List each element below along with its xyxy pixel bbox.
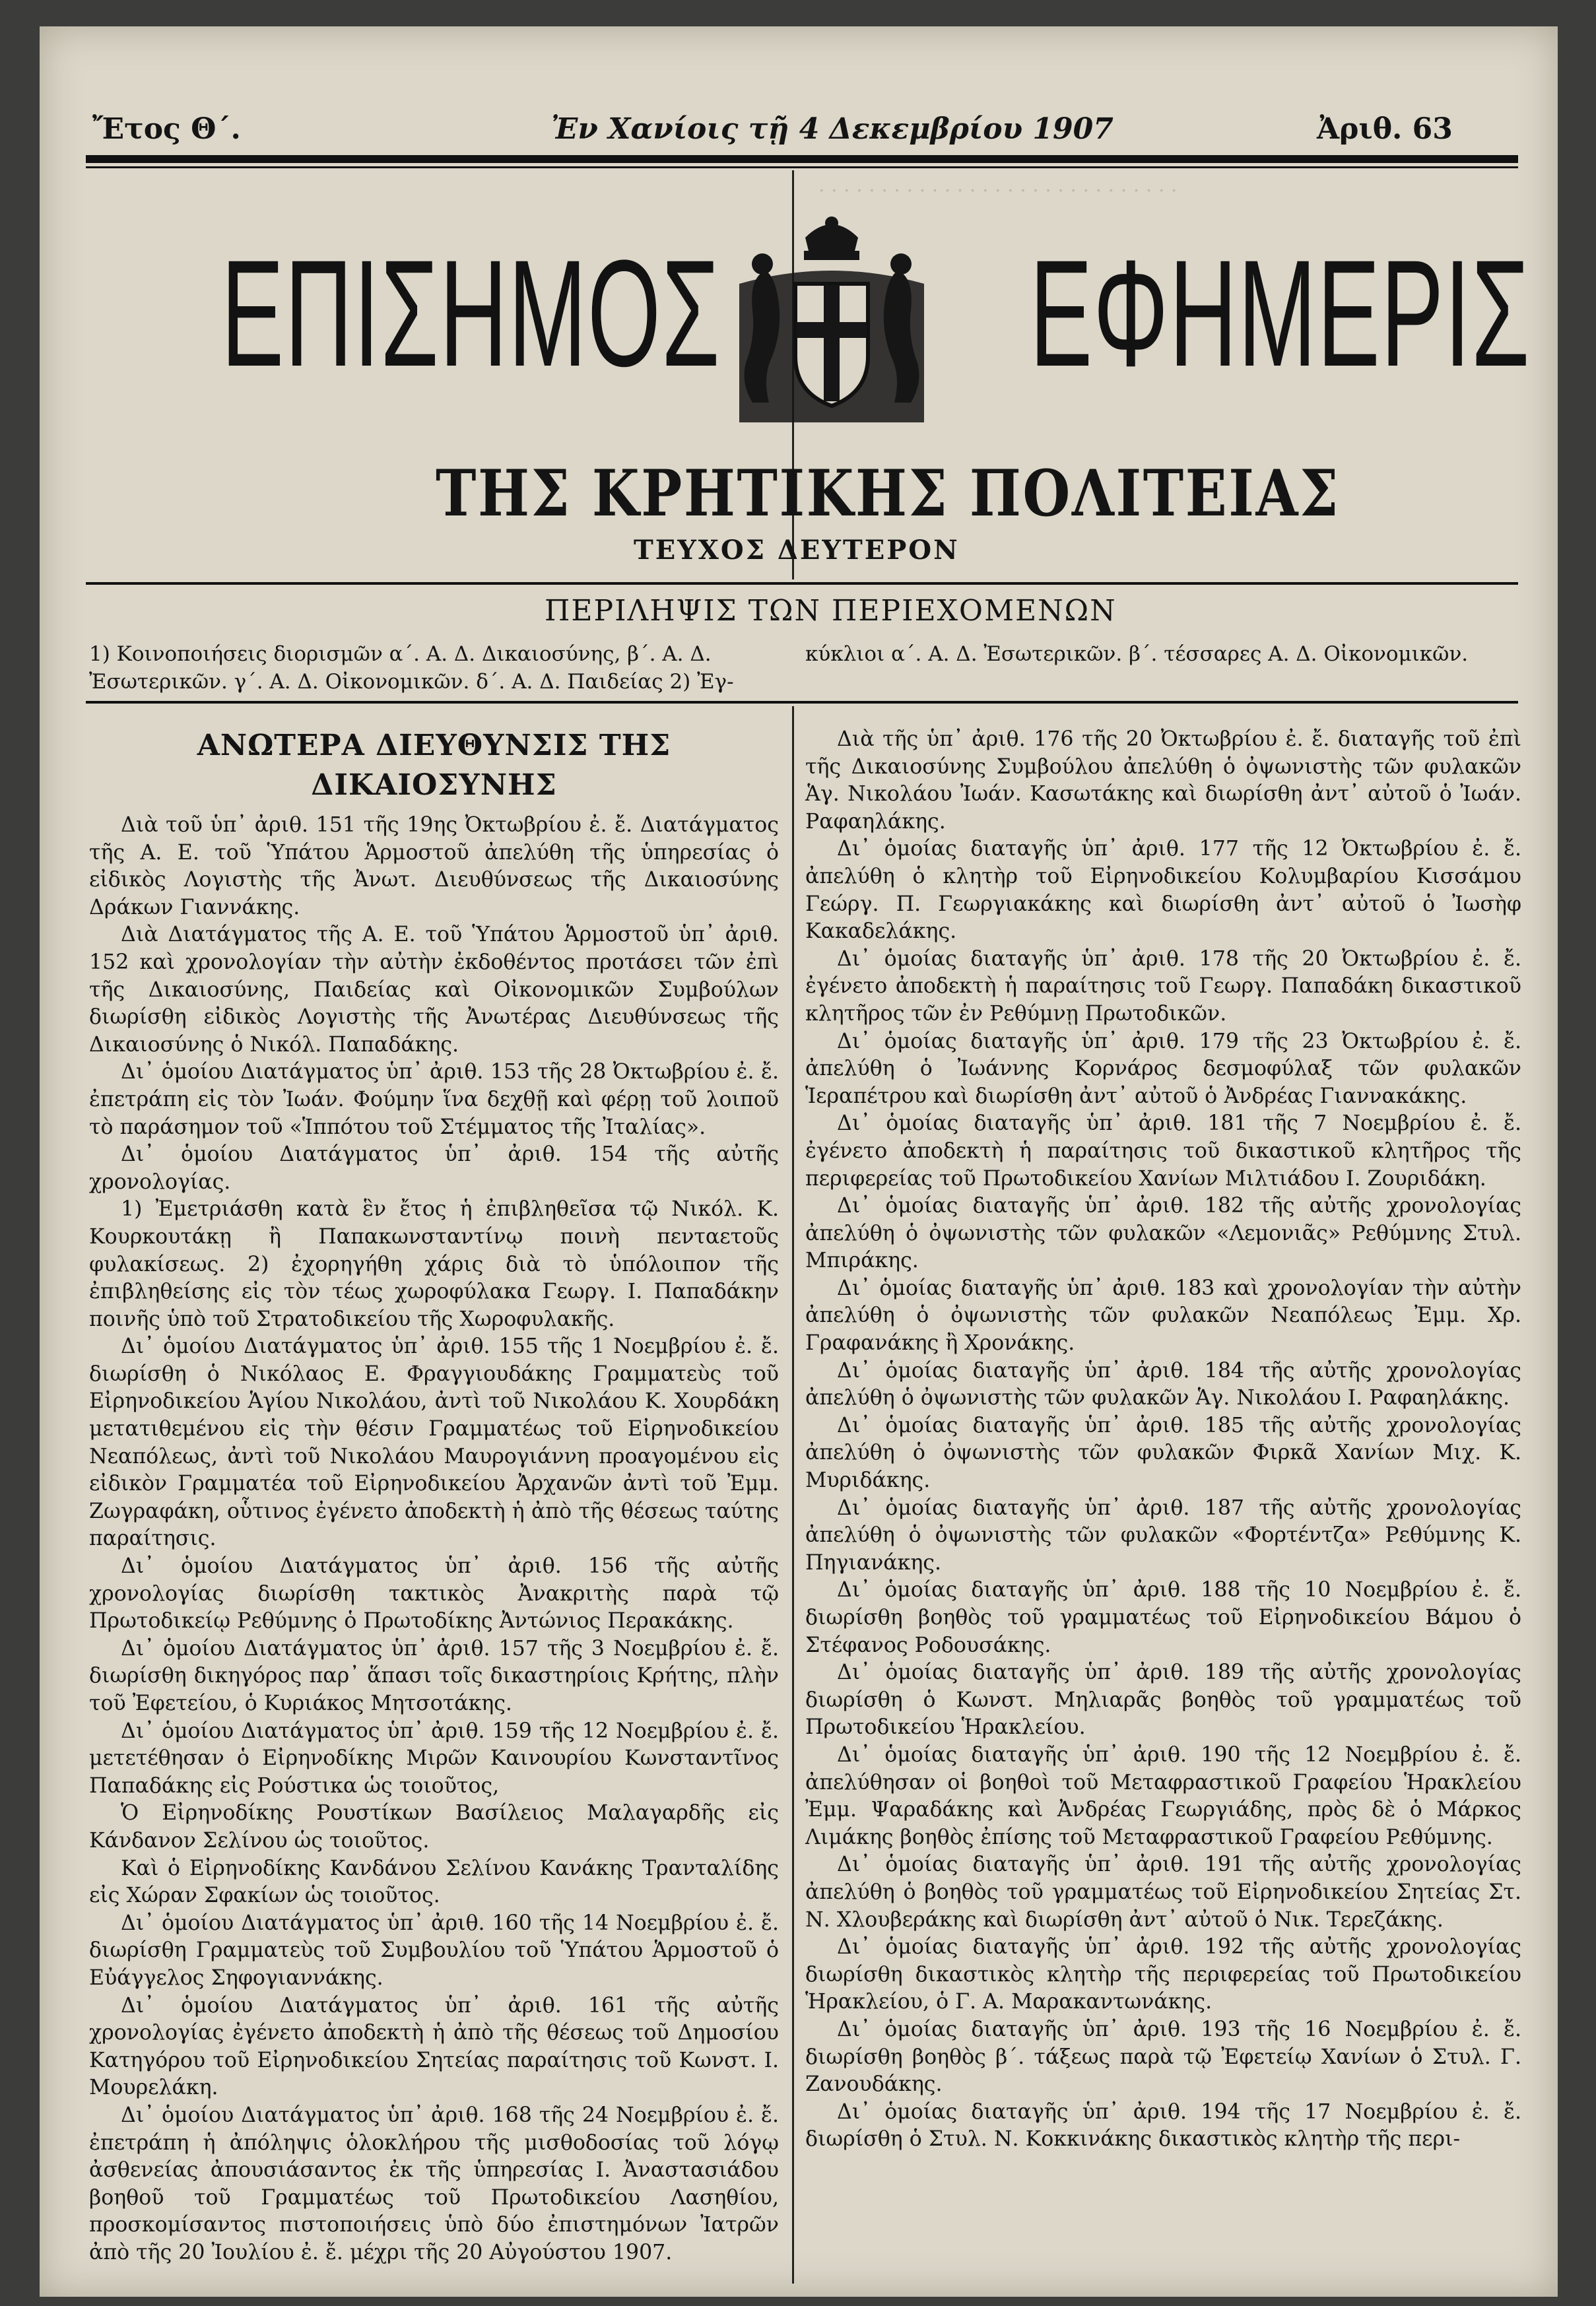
article-paragraph: Δι᾽ ὁμοίου Διατάγματος ὑπ᾽ ἀριθ. 155 τῆς 1 Νοεμβρίου ἐ. ἔ. διωρίσθη ὁ Νικόλαος Ε. Φραγγιουδάκης Γραμματεὺς τοῦ Εἰρηνοδικείου Ἁγίου Νικολάου, ἀντὶ τοῦ Νικολάου Κ. Χουρδάκη μετατιθεμένου εἰς τὴν θέσιν Γραμματέως τοῦ Εἰρηνοδικείου Νεαπόλεως, ἀντὶ τοῦ Νικολάου Μαυρογιάννη προαγομένου εἰς εἰδικὸν Γραμματέα τοῦ Εἰρηνοδικείου Ἀρχανῶν ἀντὶ τοῦ Ἐμμ. Ζωγραφάκη, οὗτινος ἐγένετο ἀποδεκτὴ ἡ ἀπὸ τῆς θέσεως ταύτης παραίτησις. <box>89 1334 779 1551</box>
right-column <box>805 726 1521 2154</box>
article-paragraph: Δι᾽ ὁμοίας διαταγῆς ὑπ᾽ ἀριθ. 192 τῆς αὐτῆς χρονολογίας διωρίσθη δικαστικὸς κλητὴρ τῆς περιφερείας τοῦ Πρωτοδικείου Ἡρακλείου, ὁ Γ. Α. Μαρακαντωνάκης. <box>805 1935 1521 2014</box>
article-paragraph: Δι᾽ ὁμοίας διαταγῆς ὑπ᾽ ἀριθ. 190 τῆς 12 Νοεμβρίου ἐ. ἔ. ἀπελύθησαν οἱ βοηθοὶ τοῦ Μεταφραστικοῦ Γραφείου Ἡρακλείου Ἐμμ. Ψαραδάκης καὶ Ἀνδρέας Γεωργιάδης, πρὸς δὲ ὁ Μάρκος Λιμάκης βοηθὸς ἐπίσης τοῦ Μεταφραστικοῦ Γραφείου Ρεθύμνης. <box>805 1742 1521 1849</box>
left-column <box>89 726 779 2266</box>
article-paragraph: Δι᾽ ὁμοίας διαταγῆς ὑπ᾽ ἀριθ. 182 τῆς αὐτῆς χρονολογίας ἀπελύθη ὁ ὀψωνιστὴς τῶν φυλακῶν «Λεμονιᾶς» Ρεθύμνης Στυλ. Μπιράκης. <box>805 1194 1521 1273</box>
article-paragraph: Δι᾽ ὁμοίας διαταγῆς ὑπ᾽ ἀριθ. 185 τῆς αὐτῆς χρονολογίας ἀπελύθη ὁ ὀψωνιστὴς τῶν φυλακῶν Φιρκᾶ Χανίων Μιχ. Κ. Μυριδάκης. <box>805 1413 1521 1493</box>
article-paragraph: 1) Ἐμετριάσθη κατὰ ἓν ἔτος ἡ ἐπιβληθεῖσα τῷ Νικόλ. Κ. Κουρκουτάκῃ ἢ Παπακωνσταντίνῳ ποινὴ πενταετοῦς φυλακίσεως. 2) ἐχορηγήθη χάρις διὰ τὸ ὑπόλοιπον τῆς ἐπιβληθείσης εἰς τὸν τέως χωροφύλακα Γεωργ. Ι. Παπαδάκην ποινῆς ὑπὸ τοῦ Στρατοδικείου τῆς Χωροφυλακῆς. <box>89 1197 779 1331</box>
article-paragraph: Διὰ τῆς ὑπ᾽ ἀριθ. 176 τῆς 20 Ὀκτωβρίου ἐ. ἔ. διαταγῆς τοῦ ἐπὶ τῆς Δικαιοσύνης Συμβούλου ἀπελύθη ὁ ὀψωνιστὴς τῶν φυλακῶν Ἁγ. Νικολάου Ἰωάν. Κασωτάκης καὶ διωρίσθη ἀντ᾽ αὐτοῦ ὁ Ἰωάν. Ραφαηλάκης. <box>805 727 1521 834</box>
summary-top-rule <box>86 582 1518 585</box>
article-paragraph: Δι᾽ ὁμοίας διαταγῆς ὑπ᾽ ἀριθ. 188 τῆς 10 Νοεμβρίου ἐ. ἔ. διωρίσθη βοηθὸς τοῦ γραμματέως τοῦ Εἰρηνοδικείου Βάμου ὁ Στέφανος Ροδουσάκης. <box>805 1578 1521 1657</box>
article-paragraph: Δι᾽ ὁμοίου Διατάγματος ὑπ᾽ ἀριθ. 154 τῆς αὐτῆς χρονολογίας. <box>89 1142 779 1194</box>
article-paragraph: Δι᾽ ὁμοίου Διατάγματος ὑπ᾽ ἀριθ. 160 τῆς 14 Νοεμβρίου ἐ. ἔ. διωρίσθη Γραμματεὺς τοῦ Συμβουλίου τοῦ Ὑπάτου Ἁρμοστοῦ ὁ Εὐάγγελος Σηφογιαννάκης. <box>89 1911 779 1990</box>
summary-left: 1) Κοινοποιήσεις διορισμῶν α΄. Α. Δ. Δικαιοσύνης, β΄. Α. Δ. Ἐσωτερικῶν. γ΄. Α. Δ. Οἰκονομικῶν. δ΄. Α. Δ. Παιδείας 2) Ἐγ- <box>89 642 734 694</box>
issue-number: Ἀριθ. 63 <box>1317 112 1453 146</box>
masthead-subtitle: ΤΗΣ ΚΡΗΤΙΚΗΣ ΠΟΛΙΤΕΙΑΣ <box>436 456 1341 531</box>
summary-bottom-rule <box>86 701 1518 704</box>
issue-date: Ἐν Χανίοις τῇ 4 Δεκεμβρίου 1907 <box>551 112 1114 146</box>
article-paragraph: Δι᾽ ὁμοίας διαταγῆς ὑπ᾽ ἀριθ. 191 τῆς αὐτῆς χρονολογίας ἀπελύθη ὁ βοηθὸς τοῦ γραμματέως τοῦ Εἰρηνοδικείου Σητείας Στ. Ν. Χλουβεράκης καὶ διωρίσθη ἀντ᾽ αὐτοῦ ὁ Νικ. Τερεζάκης. <box>805 1853 1521 1932</box>
summary-heading: ΠΕΡΙΛΗΨΙΣ ΤΩΝ ΠΕΡΙΕΧΟΜΕΝΩΝ <box>545 594 1117 628</box>
header-rule <box>86 155 1518 163</box>
article-paragraph: Δι᾽ ὁμοίου Διατάγματος ὑπ᾽ ἀριθ. 168 τῆς 24 Νοεμβρίου ἐ. ἔ. ἐπετράπη ἡ ἀπόληψις ὁλοκλήρου τῆς μισθοδοσίας τοῦ λόγῳ ἀσθενείας ἀπουσιάσαντος ἐκ τῆς ὑπηρεσίας Ι. Ἀναστασιάδου βοηθοῦ τοῦ Γραμματέως τοῦ Πρωτοδικείου Λασηθίου, προσκομίσαντος πιστοποιήσεις ὑπὸ δύο ἐπιστημόνων Ἰατρῶν ἀπὸ τῆς 20 Ἰουλίου ἐ. ἔ. μέχρι τῆς 20 Αὐγούστου 1907. <box>89 2103 779 2264</box>
article-paragraph: Δι᾽ ὁμοίου Διατάγματος ὑπ᾽ ἀριθ. 161 τῆς αὐτῆς χρονολογίας ἐγένετο ἀποδεκτὴ ἡ ἀπὸ τῆς θέσεως τοῦ Δημοσίου Κατηγόρου τοῦ Εἰρηνοδικείου Σητείας παραίτησις τοῦ Κωνστ. Ι. Μουρελάκη. <box>89 1993 779 2100</box>
article-paragraph: Δι᾽ ὁμοίας διαταγῆς ὑπ᾽ ἀριθ. 179 τῆς 23 Ὀκτωβρίου ἐ. ἔ. ἀπελύθη ὁ Ἰωάννης Κορνάρος δεσμοφύλαξ τῶν φυλακῶν Ἱεραπέτρου καὶ διωρίσθη ἀντ᾽ αὐτοῦ ὁ Ἀνδρέας Γιαννακάκης. <box>805 1029 1521 1108</box>
summary-right: κύκλιοι α΄. Α. Δ. Ἐσωτερικῶν. β΄. τέσσαρες Α. Δ. Οἰκονομικῶν. <box>805 642 1469 666</box>
article-paragraph: Δι᾽ ὁμοίας διαταγῆς ὑπ᾽ ἀριθ. 193 τῆς 16 Νοεμβρίου ἐ. ἔ. διωρίσθη βοηθὸς β΄. τάξεως παρὰ τῷ Ἐφετείῳ Χανίων ὁ Στυλ. Γ. Ζανουδάκης. <box>805 2017 1521 2097</box>
article-paragraph: Δι᾽ ὁμοίας διαταγῆς ὑπ᾽ ἀριθ. 178 τῆς 20 Ὀκτωβρίου ἐ. ἔ. ἐγένετο ἀποδεκτὴ ἡ παραίτησις τοῦ Γεωργ. Παπαδάκη δικαστικοῦ κλητῆρος τῶν ἐν Ρεθύμνῃ Πρωτοδικῶν. <box>805 946 1521 1026</box>
article-paragraph: Ὁ Εἰρηνοδίκης Ρουστίκων Βασίλειος Μαλαγαρδῆς εἰς Κάνδανον Σελίνου ὡς τοιοῦτος. <box>89 1801 779 1853</box>
article-paragraph: Δι᾽ ὁμοίας διαταγῆς ὑπ᾽ ἀριθ. 181 τῆς 7 Νοεμβρίου ἐ. ἔ. ἐγένετο ἀποδεκτὴ ἡ παραίτησις τοῦ δικαστικοῦ κλητῆρος τῆς περιφερείας τοῦ Πρωτοδικείου Χανίων Μιλτιάδου Ι. Ζουριδάκη. <box>805 1111 1521 1191</box>
article-paragraph: Δι᾽ ὁμοίας διαταγῆς ὑπ᾽ ἀριθ. 194 τῆς 17 Νοεμβρίου ἐ. ἔ. διωρίσθη ὁ Στυλ. Ν. Κοκκινάκης δικαστικὸς κλητὴρ τῆς περι- <box>805 2099 1521 2152</box>
masthead-title-right: ΕΦΗΜΕΡΙΣ <box>1030 228 1531 398</box>
bleed-through-text: · · · · · · · · · · · · · · · · · · · · · · · · · · · · · <box>818 180 1178 203</box>
article-paragraph: Δι᾽ ὁμοίου Διατάγματος ὑπ᾽ ἀριθ. 153 τῆς 28 Ὀκτωβρίου ἐ. ἔ. ἐπετράπη εἰς τὸν Ἰωάν. Φούμην ἵνα δεχθῇ καὶ φέρῃ τοῦ λοιποῦ τὸ παράσημον τοῦ «Ἱππότου τοῦ Στέμματος τῆς Ἰταλίας». <box>89 1060 779 1139</box>
masthead-title-left: ΕΠΙΣΗΜΟΣ <box>221 228 721 398</box>
column-divider <box>792 706 794 2284</box>
newspaper-page <box>40 26 1558 2297</box>
section-heading: ΑΝΩΤΕΡΑ ΔΙΕΥΘΥΝΣΙΣ ΤΗΣ ΔΙΚΑΙΟΣΥΝΗΣ <box>197 729 671 802</box>
article-paragraph: Δι᾽ ὁμοίας διαταγῆς ὑπ᾽ ἀριθ. 183 καὶ χρονολογίαν τὴν αὐτὴν ἀπελύθη ὁ ὀψωνιστὴς τῶν φυλακῶν Νεαπόλεως Ἐμμ. Χρ. Γραφανάκης ἢ Χρονάκης. <box>805 1276 1521 1356</box>
article-paragraph: Δι᾽ ὁμοίου Διατάγματος ὑπ᾽ ἀριθ. 156 τῆς αὐτῆς χρονολογίας διωρίσθη τακτικὸς Ἀνακριτὴς παρὰ τῷ Πρωτοδικείῳ Ρεθύμνης ὁ Πρωτοδίκης Ἀντώνιος Περακάκης. <box>89 1554 779 1633</box>
issue-year: Ἔτος Θ΄. <box>92 112 241 146</box>
article-paragraph: Δι᾽ ὁμοίας διαταγῆς ὑπ᾽ ἀριθ. 189 τῆς αὐτῆς χρονολογίας διωρίσθη ὁ Κωνστ. Μηλιαρᾶς βοηθὸς τοῦ γραμματέως τοῦ Πρωτοδικείου Ἡρακλείου. <box>805 1661 1521 1740</box>
issue-label: ΤΕΥΧΟΣ ΔΕΥΤΕΡΟΝ <box>634 535 960 566</box>
article-paragraph: Διὰ τοῦ ὑπ᾽ ἀριθ. 151 τῆς 19ης Ὀκτωβρίου ἐ. ἔ. Διατάγματος τῆς Α. Ε. τοῦ Ὑπάτου Ἁρμοστοῦ ἀπελύθη τῆς ὑπηρεσίας ὁ εἰδικὸς Λογιστὴς τῆς Ἀνωτ. Διευθύνσεως τῆς Δικαιοσύνης Δράκων Γιαννάκης. <box>89 813 779 919</box>
article-paragraph: Καὶ ὁ Εἰρηνοδίκης Κανδάνου Σελίνου Κανάκης Τρανταλίδης εἰς Χώραν Σφακίων ὡς τοιοῦτος. <box>89 1856 779 1908</box>
article-paragraph: Διὰ Διατάγματος τῆς Α. Ε. τοῦ Ὑπάτου Ἁρμοστοῦ ὑπ᾽ ἀριθ. 152 καὶ χρονολογίαν τὴν αὐτὴν ἐκδοθέντος προτάσει τῶν ἐπὶ τῆς Δικαιοσύνης, Παιδείας καὶ Οἰκονομικῶν Συμβούλων διωρίσθη εἰδικὸς Λογιστὴς τῆς Ἀνωτέρας Διευθύνσεως τῆς Δικαιοσύνης ὁ Νικόλ. Παπαδάκης. <box>89 923 779 1057</box>
coat-of-arms-emblem <box>726 211 937 429</box>
article-paragraph: Δι᾽ ὁμοίας διαταγῆς ὑπ᾽ ἀριθ. 187 τῆς αὐτῆς χρονολογίας ἀπελύθη ὁ ὀψωνιστὴς τῶν φυλακῶν «Φορτέντζα» Ρεθύμνης Κ. Πηγιανάκης. <box>805 1496 1521 1575</box>
article-paragraph: Δι᾽ ὁμοίας διαταγῆς ὑπ᾽ ἀριθ. 177 τῆς 12 Ὀκτωβρίου ἐ. ἔ. ἀπελύθη ὁ κλητὴρ τοῦ Εἰρηνοδικείου Κολυμβαρίου Κισσάμου Γεώργ. Π. Γεωργιακάκης καὶ διωρίσθη ἀντ᾽ αὐτοῦ ὁ Ἰωσὴφ Κακαδελάκης. <box>805 837 1521 944</box>
article-paragraph: Δι᾽ ὁμοίου Διατάγματος ὑπ᾽ ἀριθ. 159 τῆς 12 Νοεμβρίου ἐ. ἔ. μετετέθησαν ὁ Εἰρηνοδίκης Μιρῶν Καινουρίου Κωνσταντῖνος Παπαδάκης εἰς Ρούστικα ὡς τοιοῦτος, <box>89 1719 779 1798</box>
article-paragraph: Δι᾽ ὁμοίας διαταγῆς ὑπ᾽ ἀριθ. 184 τῆς αὐτῆς χρονολογίας ἀπελύθη ὁ ὀψωνιστὴς τῶν φυλακῶν Ἁγ. Νικολάου Ι. Ραφαηλάκης. <box>805 1358 1521 1410</box>
article-paragraph: Δι᾽ ὁμοίου Διατάγματος ὑπ᾽ ἀριθ. 157 τῆς 3 Νοεμβρίου ἐ. ἔ. διωρίσθη δικηγόρος παρ᾽ ἅπασι τοῖς δικαστηρίοις Κρήτης, πλὴν τοῦ Ἐφετείου, ὁ Κυριάκος Μητσοτάκης. <box>89 1636 779 1715</box>
header-rule-thin <box>86 166 1518 168</box>
